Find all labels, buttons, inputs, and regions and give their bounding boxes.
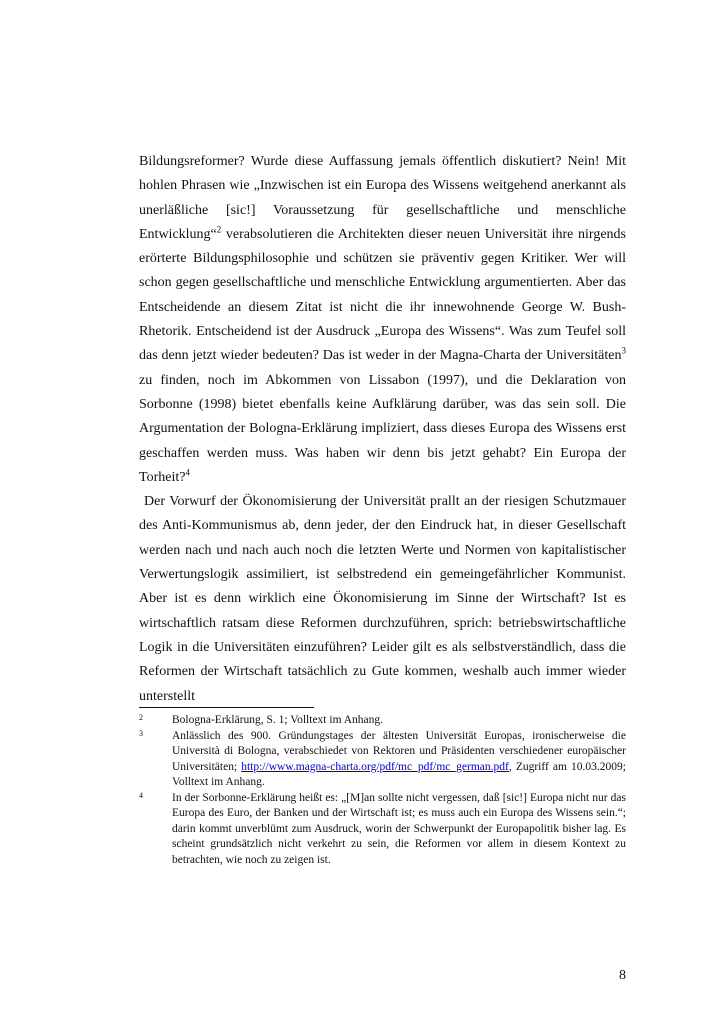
- footnote-separator: [139, 707, 314, 708]
- footnote-ref-4: 4: [185, 467, 190, 478]
- page-number: 8: [619, 968, 626, 983]
- paragraph-1-part-1: Bildungsreformer? Wurde diese Auffassung jemals öffentlich diskutiert? Nein! Mit hohlen Phrasen wie „Inzwischen ist ein Europa des Wissens weitgehend anerkannt als unerläßliche [sic!] Voraussetzung für gesellschaftliche und menschliche Entwicklung“: [139, 154, 626, 242]
- footnote-number: 2: [139, 713, 143, 722]
- footnote-text: Bologna-Erklärung, S. 1; Volltext im Anhang.: [172, 714, 384, 726]
- footnote-4: [139, 791, 626, 869]
- footnote-ref-3: 3: [621, 345, 626, 356]
- footnote-ref-2: 2: [216, 224, 222, 235]
- footnote-text: In der Sorbonne-Erklärung heißt es: „[M]an sollte nicht vergessen, daß [sic!] Europa nicht nur das Europa des Euro, der Banken und der Wirtschaft ist; es muss auch ein Europa des Wissens sein.“; darin kommt unverblümt zum Ausdruck, worin der Schwerpunkt der Europapolitik bisher lag. Es scheint grundsätzlich nicht verkehrt zu sein, die Reformen vor allem in diesem Kontext zu betrachten, wie noch zu zeigen ist.: [172, 791, 626, 866]
- footnote-2: [139, 713, 626, 729]
- paragraph-2: Der Vorwurf der Ökonomisierung der Universität prallt an der riesigen Schutzmauer des Anti-Kommunismus ab, denn jeder, der den Eindruck hat, in dieser Gesellschaft werden nach und nach auch noch die letzten Werte und Normen von kapitalistischer Verwertungslogik assimiliert, ist selbstredend ein gemeingefährlicher Kommunist. Aber ist es denn wirklich eine Ökonomisierung im Sinne der Wirtschaft? Ist es wirtschaftlich ratsam diese Reformen durchzuführen, sprich: betriebswirtschaftliche Logik in die Universitäten einzuführen? Leider gilt es als selbstverständlich, dass die Reformen der Wirtschaft tatsächlich zu Gute kommen, weshalb auch immer wieder unterstellt: [139, 494, 626, 704]
- body-text: [139, 150, 626, 709]
- paragraph-1: [139, 150, 626, 490]
- footnote-3: [139, 729, 626, 791]
- footnote-number: 4: [139, 790, 143, 800]
- footnotes: [139, 713, 626, 868]
- footnote-text-after-link: , Zugriff am 10.03.2009; Volltext im Anhang.: [172, 760, 626, 788]
- paragraph-1-part-2: verabsolutieren die Architekten dieser neuen Universität ihre nirgends erörterte Bildungsphilosophie und schützen sie präventiv gegen Kritiker. Wer will schon gegen gesellschaftliche und menschliche Entwicklung argumentierten. Aber das Entscheidende an diesem Zitat ist nicht die ihr innewohnende George W. Bush-Rhetorik. Entscheidend ist der Ausdruck „Europa des Wissens“. Was zum Teufel soll das denn jetzt wieder bedeuten? Das ist weder in der Magna-Charta der Universitäten: [139, 226, 626, 364]
- magna-charta-link[interactable]: http://www.magna-charta.org/pdf/mc_pdf/mc_german.pdf: [241, 760, 509, 773]
- footnote-number: 3: [139, 728, 143, 738]
- paragraph-1-part-3: zu finden, noch im Abkommen von Lissabon (1997), und die Deklaration von Sorbonne (1998) bietet ebenfalls keine Aufklärung darüber, was das sein soll. Die Argumentation der Bologna-Erklärung impliziert, dass dieses Europa des Wissens erst geschaffen werden muss. Was haben wir denn bis jetzt gehabt? Ein Europa der Torheit?: [139, 372, 626, 485]
- footnote-text: Anlässlich des 900. Gründungstages der ältesten Universität Europas, ironischerweise die Università di Bologna, verabschiedet von Rektoren und Präsidenten verschiedener europäischer Universitäten;: [172, 729, 626, 773]
